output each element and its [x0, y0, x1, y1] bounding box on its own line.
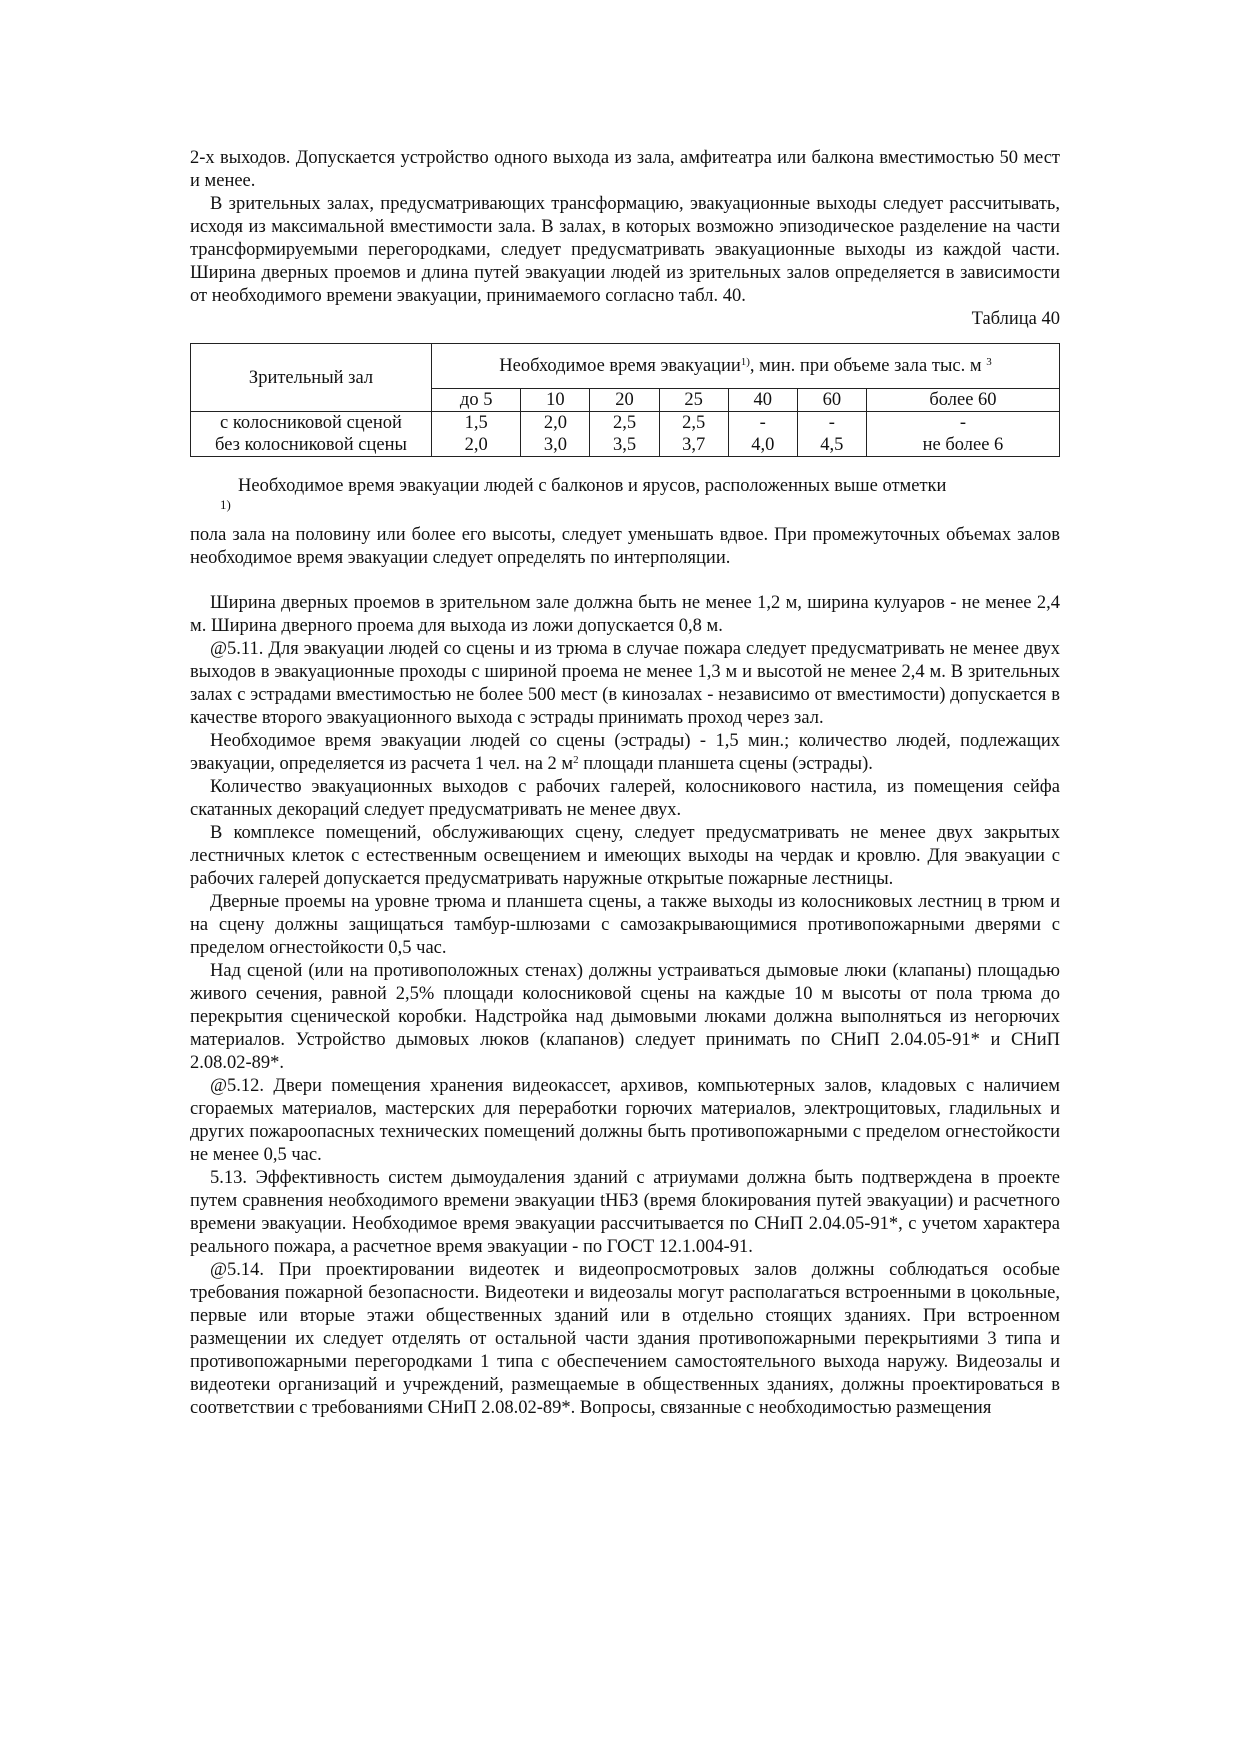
table-cell: 3,0 [521, 434, 590, 457]
table-cell: 2,5 [659, 412, 728, 435]
table-cell: - [797, 412, 866, 435]
paragraph-2: В зрительных залах, предусматривающих трансформацию, эвакуационные выходы следует рассчитывать, исходя из максимальной вместимости зала. В залах, в которых возможно эпизодическое разделение на части трансформируемыми перегородками, следует предусматривать эвакуационные выходы из каждой части. Ширина дверных проемов и длина путей эвакуации людей из зрительных залов определяется в зависимости от необходимого времени эвакуации, принимаемого согласно табл. 40. [190, 194, 1060, 306]
paragraph-doors: Дверные проемы на уровне трюма и планшета сцены, а также выходы из колосниковых лестниц в трюм и на сцену должны защищаться тамбур-шлюзами с самозакрывающимися противопожарными дверями с пределом огнестойкости 0,5 час. [190, 892, 1060, 958]
table-cell: 3,5 [590, 434, 659, 457]
paragraph-stairs: В комплексе помещений, обслуживающих сцену, следует предусматривать не менее двух закрытых лестничных клеток с естественным освещением и имеющих выходы на чердак и кровлю. Для эвакуации с рабочих галерей допускается предусматривать наружные открытые пожарные лестницы. [190, 823, 1060, 889]
column-header: 60 [797, 389, 866, 412]
table-row [191, 412, 1060, 435]
footnote-rest: пола зала на половину или более его высоты, следует уменьшать вдвое. При промежуточных объемах залов необходимое время эвакуации следует определять по интерполяции. [190, 525, 1060, 568]
row-label: без колосниковой сцены [191, 434, 432, 457]
column-header: 20 [590, 389, 659, 412]
paragraph-door-width: Ширина дверных проемов в зрительном зале должна быть не менее 1,2 м, ширина кулуаров - не менее 2,4 м. Ширина дверного проема для выхода из ложи допускается 0,8 м. [190, 593, 1060, 636]
table-cell: 4,5 [797, 434, 866, 457]
paragraph-1: 2-х выходов. Допускается устройство одного выхода из зала, амфитеатра или балкона вместимостью 50 мест и менее. [190, 148, 1060, 191]
table-row-header: Зрительный зал [191, 344, 432, 412]
footnote-first-line: Необходимое время эвакуации людей с балконов и ярусов, расположенных выше отметки [238, 476, 947, 496]
paragraph-smoke-hatches: Над сценой (или на противоположных стенах) должны устраиваться дымовые люки (клапаны) площадью живого сечения, равной 2,5% площади колосниковой сцены на каждые 10 м высоты от пола трюма до перекрытия сценической коробки. Надстройка над дымовыми люками должна выполняться из негорючих материалов. Устройство дымовых люков (клапанов) следует принимать по СНиП 2.04.05-91* и СНиП 2.08.02-89*. [190, 961, 1060, 1073]
table-cell: 1,5 [432, 412, 521, 435]
table-cell: 3,7 [659, 434, 728, 457]
column-header: 10 [521, 389, 590, 412]
paragraph-exits-count: Количество эвакуационных выходов с рабочих галерей, колосникового настила, из помещения сейфа скатанных декораций следует предусматривать не менее двух. [190, 777, 1060, 820]
table-cell: 2,0 [521, 412, 590, 435]
document-page [190, 147, 1060, 1420]
table-40 [190, 343, 1060, 457]
table-cell: не более 6 [866, 434, 1059, 457]
footnote-mark: 1) [220, 497, 231, 512]
row-label: с колосниковой сценой [191, 412, 432, 435]
paragraph-5-11: @5.11. Для эвакуации людей со сцены и из трюма в случае пожара следует предусматривать не менее двух выходов в эвакуационные проходы с шириной проема не менее 1,3 м и высотой не менее 2,4 м. В зрительных залах с эстрадами вместимостью не более 500 мест (в кинозалах - независимо от вместимости) допускается в качестве второго эвакуационного выхода с эстрады принимать проход через зал. [190, 639, 1060, 728]
paragraph-5-12: @5.12. Двери помещения хранения видеокассет, архивов, компьютерных залов, кладовых с наличием сгораемых материалов, мастерских для переработки горючих материалов, электрощитовых, гладильных и других пожароопасных технических помещений должны быть противопожарными с пределом огнестойкости не менее 0,5 час. [190, 1076, 1060, 1165]
table-caption: Таблица 40 [971, 309, 1060, 329]
column-header: более 60 [866, 389, 1059, 412]
table-cell: 2,0 [432, 434, 521, 457]
paragraph-stage-evacuation: Необходимое время эвакуации людей со сцены (эстрады) - 1,5 мин.; количество людей, подлежащих эвакуации, определяется из расчета 1 чел. на 2 $м^2$ площади планшета сцены (эстрады). [190, 731, 1060, 774]
table-footnote [190, 475, 1060, 570]
table-group-header: Необходимое время эвакуации$^{1)}$, мин. при объеме зала тыс. м $^3$ [432, 344, 1060, 389]
table-cell: - [866, 412, 1059, 435]
table-cell: - [728, 412, 797, 435]
paragraph-5-14: @5.14. При проектировании видеотек и видеопросмотровых залов должны соблюдаться особые требования пожарной безопасности. Видеотеки и видеозалы могут располагаться встроенными в цокольные, первые или вторые этажи общественных зданий или в отдельно стоящих зданиях. При встроенном размещении их следует отделять от остальной части здания противопожарными перекрытиями 3 типа и противопожарными перегородками 1 типа с обеспечением самостоятельного выхода наружу. Видеозалы и видеотеки организаций и учреждений, размещаемые в общественных зданиях, должны проектироваться в соответствии с требованиями СНиП 2.08.02-89*. Вопросы, связанные с необходимостью размещения [190, 1260, 1060, 1418]
table-cell: 2,5 [590, 412, 659, 435]
table-header-row [191, 344, 1060, 389]
table-row [191, 434, 1060, 457]
column-header: до 5 [432, 389, 521, 412]
column-header: 25 [659, 389, 728, 412]
paragraph-5-13: 5.13. Эффективность систем дымоудаления зданий с атриумами должна быть подтверждена в проекте путем сравнения необходимого времени эвакуации tНБЗ (время блокирования путей эвакуации) и расчетного времени эвакуации. Необходимое время эвакуации рассчитывается по СНиП 2.04.05-91*, с учетом характера реального пожара, а расчетное время эвакуации - по ГОСТ 12.1.004-91. [190, 1168, 1060, 1257]
table-cell: 4,0 [728, 434, 797, 457]
column-header: 40 [728, 389, 797, 412]
